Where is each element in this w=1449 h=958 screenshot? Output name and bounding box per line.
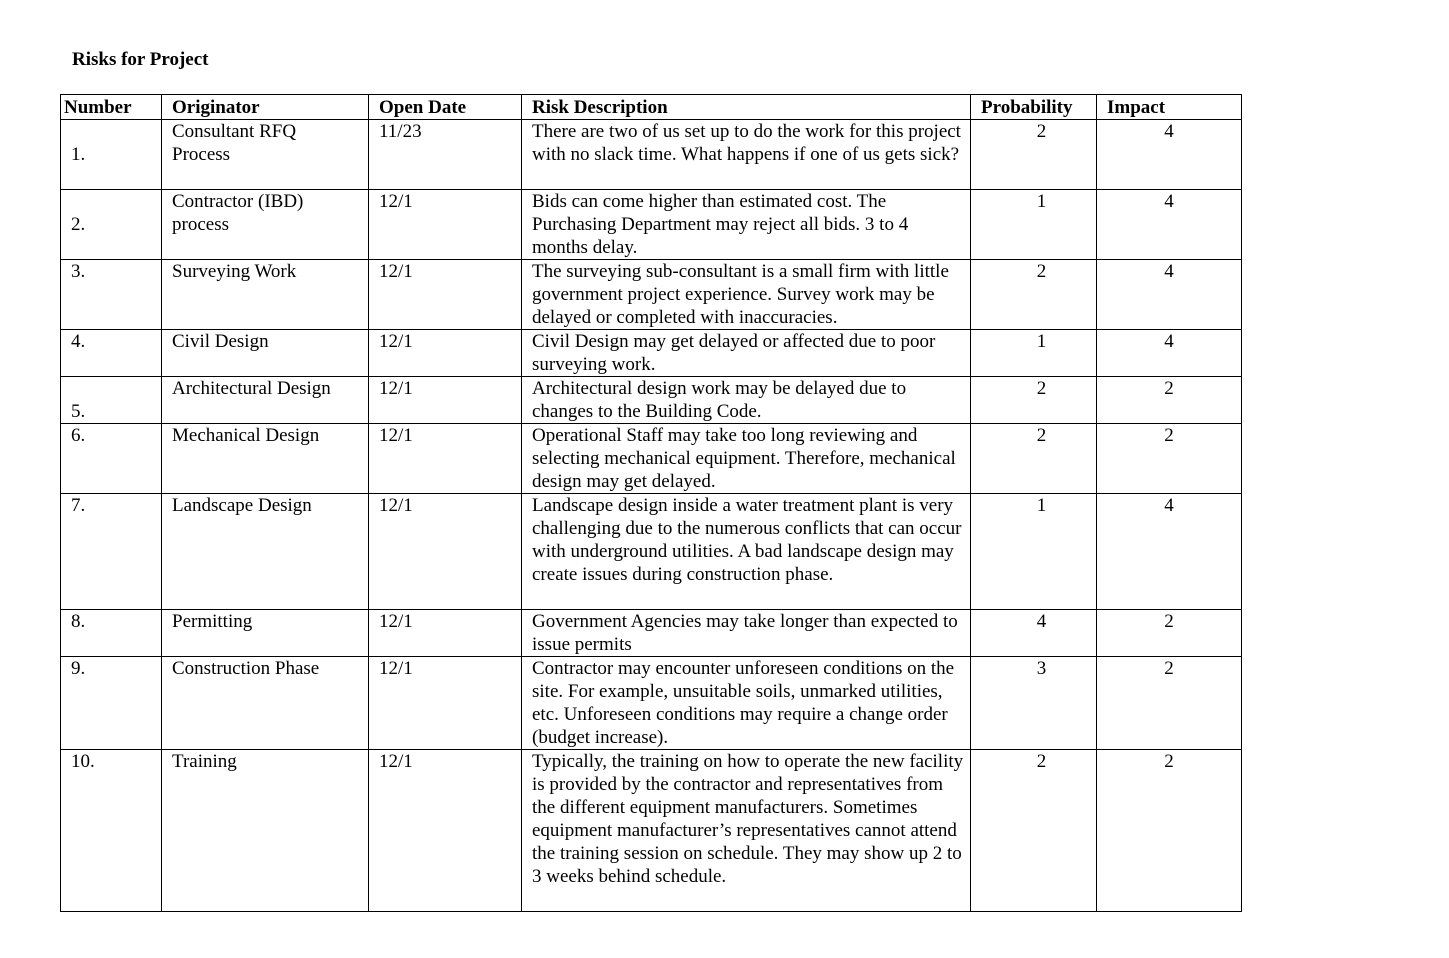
header-impact: Impact <box>1097 95 1242 120</box>
row-description: Architectural design work may be delayed due to changes to the Building Code. <box>522 377 971 424</box>
row-description: Government Agencies may take longer than expected to issue permits <box>522 610 971 657</box>
row-impact: 4 <box>1097 260 1242 330</box>
row-impact: 2 <box>1097 377 1242 424</box>
row-originator: Permitting <box>162 610 369 657</box>
row-impact: 2 <box>1097 424 1242 494</box>
document-title: Risks for Project <box>72 49 209 70</box>
row-open-date: 12/1 <box>369 610 522 657</box>
row-probability: 1 <box>971 190 1097 260</box>
row-probability: 2 <box>971 120 1097 190</box>
row-originator: Construction Phase <box>162 657 369 750</box>
header-risk-description: Risk Description <box>522 95 971 120</box>
table-row <box>61 330 1242 377</box>
row-open-date: 12/1 <box>369 260 522 330</box>
row-originator: Contractor (IBD) process <box>162 190 369 260</box>
row-originator: Architectural Design <box>162 377 369 424</box>
row-description: The surveying sub-consultant is a small firm with little government project experience. Survey work may be delayed or completed with inaccuracies. <box>522 260 971 330</box>
row-description: Operational Staff may take too long reviewing and selecting mechanical equipment. Therefore, mechanical design may get delayed. <box>522 424 971 494</box>
row-description: Bids can come higher than estimated cost. The Purchasing Department may reject all bids. 3 to 4 months delay. <box>522 190 971 260</box>
row-description: Civil Design may get delayed or affected due to poor surveying work. <box>522 330 971 377</box>
row-probability: 2 <box>971 260 1097 330</box>
row-open-date: 12/1 <box>369 377 522 424</box>
row-impact: 4 <box>1097 494 1242 610</box>
row-number: 10. <box>61 750 162 912</box>
risk-table <box>60 94 1242 912</box>
header-originator: Originator <box>162 95 369 120</box>
row-probability: 2 <box>971 424 1097 494</box>
row-open-date: 12/1 <box>369 424 522 494</box>
table-row <box>61 260 1242 330</box>
row-impact: 4 <box>1097 120 1242 190</box>
table-row <box>61 424 1242 494</box>
header-probability: Probability <box>971 95 1097 120</box>
row-open-date: 12/1 <box>369 494 522 610</box>
row-originator: Training <box>162 750 369 912</box>
row-impact: 4 <box>1097 190 1242 260</box>
row-description: Typically, the training on how to operate the new facility is provided by the contractor and representatives from the different equipment manufacturers. Sometimes equipment manufacturer’s representatives cannot attend the training session on schedule. They may show up 2 to 3 weeks behind schedule. <box>522 750 971 912</box>
row-number: 1. <box>61 120 162 190</box>
header-number: Number <box>61 95 162 120</box>
table-row <box>61 494 1242 610</box>
row-probability: 2 <box>971 750 1097 912</box>
row-open-date: 12/1 <box>369 657 522 750</box>
row-probability: 1 <box>971 494 1097 610</box>
table-row <box>61 120 1242 190</box>
row-number: 7. <box>61 494 162 610</box>
row-originator: Civil Design <box>162 330 369 377</box>
row-number: 5. <box>61 377 162 424</box>
row-number: 9. <box>61 657 162 750</box>
row-probability: 4 <box>971 610 1097 657</box>
row-number: 4. <box>61 330 162 377</box>
row-open-date: 12/1 <box>369 190 522 260</box>
row-impact: 2 <box>1097 750 1242 912</box>
row-number: 8. <box>61 610 162 657</box>
row-number: 3. <box>61 260 162 330</box>
table-row <box>61 377 1242 424</box>
row-open-date: 11/23 <box>369 120 522 190</box>
row-description: Landscape design inside a water treatment plant is very challenging due to the numerous conflicts that can occur with underground utilities. A bad landscape design may create issues during construction phase. <box>522 494 971 610</box>
table-row <box>61 657 1242 750</box>
header-open-date: Open Date <box>369 95 522 120</box>
row-originator: Mechanical Design <box>162 424 369 494</box>
row-open-date: 12/1 <box>369 750 522 912</box>
table-row <box>61 750 1242 912</box>
row-description: Contractor may encounter unforeseen conditions on the site. For example, unsuitable soils, unmarked utilities, etc. Unforeseen conditions may require a change order (budget increase). <box>522 657 971 750</box>
row-open-date: 12/1 <box>369 330 522 377</box>
row-originator: Landscape Design <box>162 494 369 610</box>
table-header-row <box>61 95 1242 120</box>
row-originator: Surveying Work <box>162 260 369 330</box>
table-row <box>61 610 1242 657</box>
row-probability: 3 <box>971 657 1097 750</box>
row-impact: 4 <box>1097 330 1242 377</box>
row-number: 2. <box>61 190 162 260</box>
row-probability: 2 <box>971 377 1097 424</box>
row-number: 6. <box>61 424 162 494</box>
row-impact: 2 <box>1097 610 1242 657</box>
row-description: There are two of us set up to do the work for this project with no slack time. What happens if one of us gets sick? <box>522 120 971 190</box>
row-impact: 2 <box>1097 657 1242 750</box>
row-probability: 1 <box>971 330 1097 377</box>
table-row <box>61 190 1242 260</box>
row-originator: Consultant RFQ Process <box>162 120 369 190</box>
